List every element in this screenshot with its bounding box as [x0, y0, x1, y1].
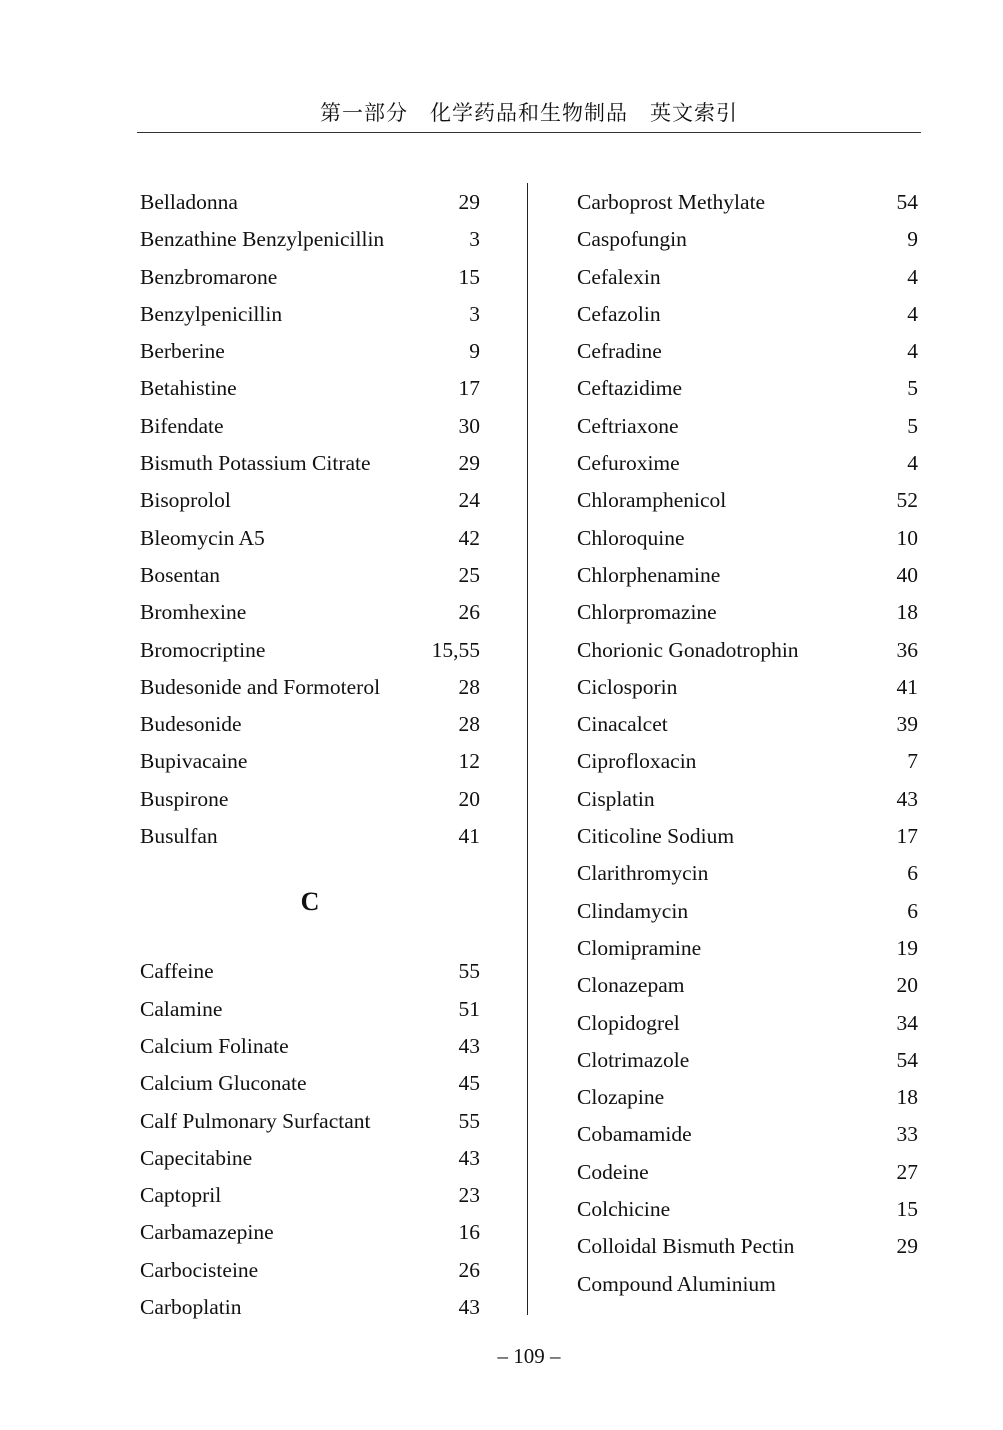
entry-name: Cisplatin [577, 786, 655, 811]
entry-name: Budesonide [140, 712, 242, 737]
entry-page-ref: 43 [458, 1145, 480, 1170]
entry-page-ref: 6 [907, 861, 918, 886]
index-entry [577, 1154, 918, 1191]
index-entry [577, 1116, 918, 1153]
index-entry [577, 1228, 918, 1265]
entry-name: Chlorpromazine [577, 600, 717, 625]
entry-page-ref: 17 [458, 376, 480, 401]
entry-page-ref: 12 [458, 749, 480, 774]
entry-name: Bismuth Potassium Citrate [140, 451, 371, 476]
index-entry [577, 370, 918, 407]
entry-page-ref: 3 [469, 227, 480, 252]
index-entry [577, 1191, 918, 1228]
index-entry [577, 408, 918, 445]
index-entry [140, 296, 480, 333]
entry-page-ref: 26 [458, 600, 480, 625]
entry-name: Ciprofloxacin [577, 749, 697, 774]
index-entry [577, 221, 918, 258]
index-entry [140, 818, 480, 855]
index-entry [140, 706, 480, 743]
header-rule [137, 132, 921, 133]
entry-name: Berberine [140, 339, 225, 364]
index-entry [140, 1065, 480, 1102]
entry-page-ref: 16 [458, 1220, 480, 1245]
index-entry [140, 669, 480, 706]
entry-name: Chorionic Gonadotrophin [577, 637, 799, 662]
entry-name: Calcium Folinate [140, 1033, 289, 1058]
entry-name: Citicoline Sodium [577, 824, 735, 849]
entry-name: Cefazolin [577, 301, 661, 326]
index-entries-b [140, 184, 480, 855]
entry-page-ref: 23 [458, 1183, 480, 1208]
entry-page-ref: 15 [896, 1197, 918, 1222]
index-entry [140, 632, 480, 669]
index-entry [140, 333, 480, 370]
entry-name: Carboplatin [140, 1295, 242, 1320]
index-entry [577, 632, 918, 669]
entry-page-ref: 17 [896, 824, 918, 849]
index-entry [140, 221, 480, 258]
index-entry [140, 991, 480, 1028]
entry-page-ref: 9 [907, 227, 918, 252]
entry-page-ref: 29 [458, 451, 480, 476]
section-letter-heading [140, 882, 480, 953]
entry-page-ref: 43 [896, 786, 918, 811]
index-entry [577, 1005, 918, 1042]
entry-page-ref: 5 [907, 413, 918, 438]
section-gap [140, 855, 480, 882]
entry-page-ref: 45 [458, 1071, 480, 1096]
index-entry [140, 370, 480, 407]
entry-page-ref: 5 [907, 376, 918, 401]
entry-page-ref: 41 [896, 674, 918, 699]
column-divider [527, 183, 528, 1315]
entry-name: Bosentan [140, 562, 221, 587]
entry-page-ref: 19 [896, 935, 918, 960]
entry-page-ref: 27 [896, 1159, 918, 1184]
entry-name: Belladonna [140, 190, 238, 214]
entry-page-ref: 43 [458, 1295, 480, 1320]
entry-page-ref: 52 [896, 488, 918, 513]
entry-name: Ceftazidime [577, 376, 683, 401]
entry-name: Clozapine [577, 1085, 665, 1110]
entry-name: Chloramphenicol [577, 488, 727, 513]
entry-name: Clonazepam [577, 973, 685, 998]
index-entry [140, 1177, 480, 1214]
index-entry [140, 953, 480, 990]
entry-page-ref: 26 [458, 1257, 480, 1282]
entry-name: Carboprost Methylate [577, 190, 766, 214]
index-entries-c [140, 953, 480, 1326]
entry-name: Betahistine [140, 376, 237, 401]
index-entry [140, 184, 480, 221]
entry-name: Calf Pulmonary Surfactant [140, 1108, 371, 1133]
index-entry [577, 818, 918, 855]
entry-name: Colloidal Bismuth Pectin [577, 1234, 795, 1259]
entry-name: Calamine [140, 996, 223, 1021]
index-entry [577, 855, 918, 892]
entry-page-ref: 36 [896, 637, 918, 662]
index-entry [140, 482, 480, 519]
entry-page-ref: 18 [896, 1085, 918, 1110]
index-entry [140, 1103, 480, 1140]
entry-page-ref: 40 [896, 562, 918, 587]
index-entry [577, 259, 918, 296]
entry-page-ref: 10 [896, 525, 918, 550]
entry-name: Benzbromarone [140, 264, 278, 289]
entry-name: Captopril [140, 1183, 222, 1208]
entry-page-ref: 30 [458, 413, 480, 438]
entry-name: Chloroquine [577, 525, 685, 550]
entry-page-ref: 43 [458, 1033, 480, 1058]
entry-page-ref: 4 [907, 451, 918, 476]
index-column-right [577, 184, 918, 1303]
entry-page-ref: 54 [896, 1047, 918, 1072]
entry-name: Benzathine Benzylpenicillin [140, 227, 385, 252]
index-entry [577, 445, 918, 482]
index-entry [577, 520, 918, 557]
entry-page-ref: 15,55 [431, 637, 480, 662]
index-entry [577, 706, 918, 743]
entry-page-ref: 28 [458, 674, 480, 699]
entry-page-ref: 51 [458, 996, 480, 1021]
index-entry [140, 743, 480, 780]
index-entry [140, 1028, 480, 1065]
entry-name: Bromocriptine [140, 637, 266, 662]
entry-name: Bleomycin A5 [140, 525, 265, 550]
entry-name: Cefalexin [577, 264, 661, 289]
entry-name: Calcium Gluconate [140, 1071, 307, 1096]
entry-name: Clindamycin [577, 898, 689, 923]
entry-page-ref: 6 [907, 898, 918, 923]
page-number: – 109 – [497, 1344, 561, 1368]
entry-name: Clopidogrel [577, 1010, 680, 1035]
index-entry [140, 445, 480, 482]
entry-name: Ceftriaxone [577, 413, 679, 438]
entry-page-ref: 15 [458, 264, 480, 289]
index-entry [140, 594, 480, 631]
index-entry [577, 930, 918, 967]
index-entry [577, 1042, 918, 1079]
entry-page-ref: 20 [458, 786, 480, 811]
index-entry [577, 781, 918, 818]
entry-name: Cobamamide [577, 1122, 692, 1147]
index-entry [140, 520, 480, 557]
entry-page-ref: 25 [458, 562, 480, 587]
index-entry [140, 1140, 480, 1177]
index-column-left [140, 184, 480, 1326]
index-entry [577, 184, 918, 221]
index-entry [577, 1266, 918, 1303]
entry-page-ref: 18 [896, 600, 918, 625]
index-entry [577, 967, 918, 1004]
entry-name: Busulfan [140, 824, 218, 849]
entry-name: Bupivacaine [140, 749, 248, 774]
entry-page-ref: 33 [896, 1122, 918, 1147]
index-entry [140, 557, 480, 594]
entry-page-ref: 29 [458, 190, 480, 214]
entry-name: Caffeine [140, 959, 214, 984]
index-entry [577, 669, 918, 706]
index-entry [577, 333, 918, 370]
entry-page-ref: 42 [458, 525, 480, 550]
entry-name: Caspofungin [577, 227, 687, 252]
entry-page-ref: 20 [896, 973, 918, 998]
section-letter: C [300, 887, 320, 917]
entry-page-ref: 28 [458, 712, 480, 737]
entry-page-ref: 4 [907, 301, 918, 326]
entry-name: Clarithromycin [577, 861, 709, 886]
entry-name: Bifendate [140, 413, 224, 438]
entry-name: Budesonide and Formoterol [140, 674, 381, 699]
index-entry [577, 893, 918, 930]
index-entry [140, 1252, 480, 1289]
entry-name: Compound Aluminium [577, 1271, 776, 1296]
entry-name: Buspirone [140, 786, 229, 811]
page-header: 第一部分 化学药品和生物制品 英文索引 [320, 101, 738, 125]
index-entry [140, 1214, 480, 1251]
entry-page-ref: 39 [896, 712, 918, 737]
entry-page-ref: 34 [896, 1010, 918, 1035]
entry-name: Codeine [577, 1159, 649, 1184]
entry-name: Clomipramine [577, 935, 702, 960]
index-entry [140, 1289, 480, 1326]
entry-name: Benzylpenicillin [140, 301, 283, 326]
entry-name: Ciclosporin [577, 674, 678, 699]
entry-name: Cinacalcet [577, 712, 668, 737]
entry-name: Cefradine [577, 339, 662, 364]
entry-name: Chlorphenamine [577, 562, 721, 587]
entry-name: Clotrimazole [577, 1047, 690, 1072]
index-entry [577, 1079, 918, 1116]
entry-name: Bisoprolol [140, 488, 231, 513]
entry-page-ref: 3 [469, 301, 480, 326]
entry-page-ref: 4 [907, 339, 918, 364]
entry-page-ref: 54 [896, 190, 918, 214]
index-entry [577, 296, 918, 333]
index-entry [140, 408, 480, 445]
entry-page-ref: 4 [907, 264, 918, 289]
entry-page-ref: 7 [907, 749, 918, 774]
entry-page-ref: 24 [458, 488, 480, 513]
entry-name: Carbocisteine [140, 1257, 259, 1282]
entry-page-ref: 29 [896, 1234, 918, 1259]
entry-name: Bromhexine [140, 600, 247, 625]
entry-name: Capecitabine [140, 1145, 253, 1170]
entry-name: Cefuroxime [577, 451, 680, 476]
index-entry [577, 482, 918, 519]
index-entry [577, 594, 918, 631]
index-entry [140, 781, 480, 818]
index-entry [140, 259, 480, 296]
entry-page-ref: 55 [458, 959, 480, 984]
entry-name: Colchicine [577, 1197, 671, 1222]
entry-page-ref: 55 [458, 1108, 480, 1133]
entry-page-ref: 41 [458, 824, 480, 849]
entry-name: Carbamazepine [140, 1220, 274, 1245]
index-entries-c-continued [577, 184, 918, 1303]
index-entry [577, 557, 918, 594]
entry-page-ref: 9 [469, 339, 480, 364]
index-entry [577, 743, 918, 780]
